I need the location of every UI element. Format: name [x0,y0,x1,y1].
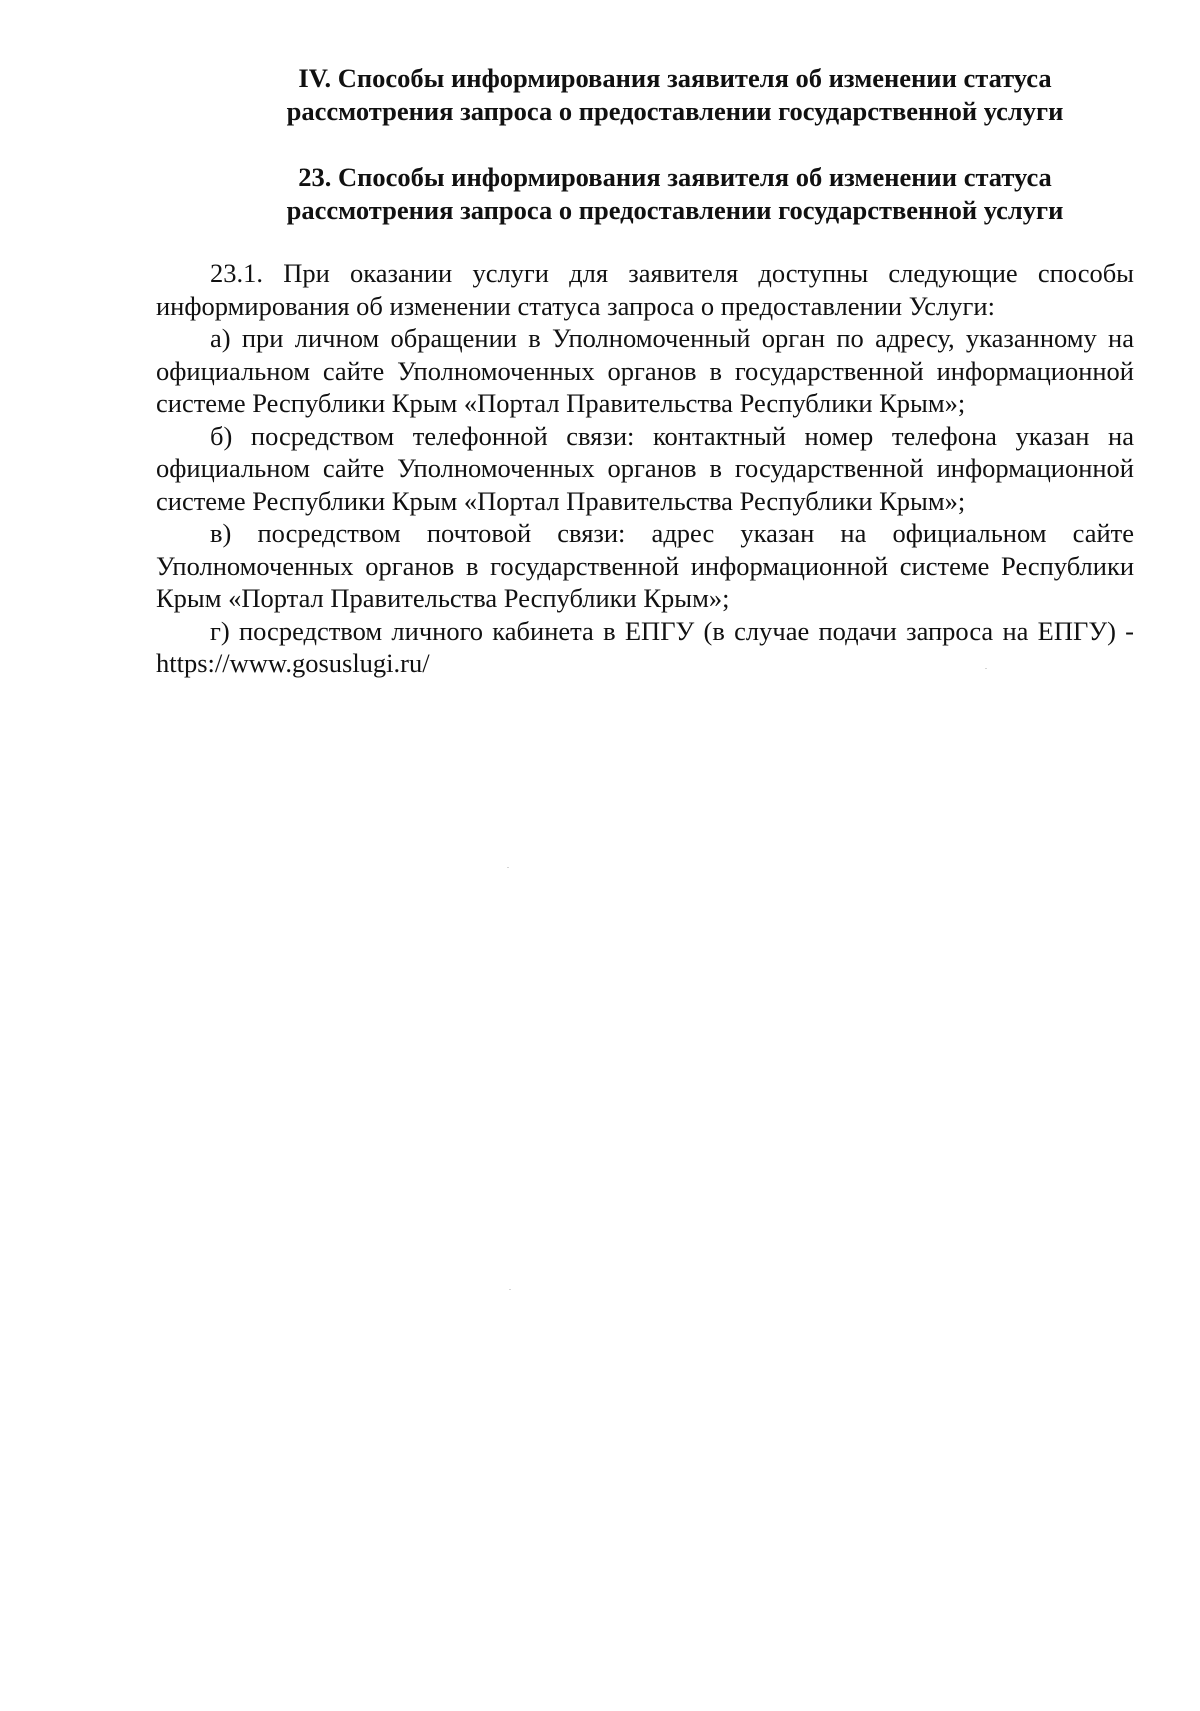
scan-artifact [509,1289,511,1290]
section-heading [156,62,1134,128]
section-heading-line-2: рассмотрения запроса о предоставлении государственной услуги [286,96,1064,126]
paragraph-item-a: а) при личном обращении в Уполномоченный орган по адресу, указанному на официальном сайте Уполномоченных органов в государственной информационной системе Республики Крым «Портал Правительства Республики Крым»; [156,323,1134,418]
subsection-heading [156,161,1134,227]
paragraph-item-v: в) посредством почтовой связи: адрес указан на официальном сайте Уполномоченных органов в государственной информационной системе Республики Крым «Портал Правительства Республики Крым»; [156,518,1134,613]
document-content [156,62,1134,680]
subsection-heading-line-2: рассмотрения запроса о предоставлении государственной услуги [286,195,1064,225]
paragraph-item-g: г) посредством личного кабинета в ЕПГУ (в случае подачи запроса на ЕПГУ) - https://www.gosuslugi.ru/ [156,615,1134,678]
section-heading-line-1: IV. Способы информирования заявителя об изменении статуса [298,63,1052,93]
scan-artifact [507,867,509,868]
paragraph-item-b: б) посредством телефонной связи: контактный номер телефона указан на официальном сайте Уполномоченных органов в государственной информационной системе Республики Крым «Портал Правительства Республики Крым»; [156,420,1134,516]
scan-artifact [985,668,987,669]
paragraph-23-1: 23.1. При оказании услуги для заявителя доступны следующие способы информирования об изменении статуса запроса о предоставлении Услуги: [156,258,1134,321]
subsection-heading-line-1: 23. Способы информирования заявителя об изменении статуса [298,162,1052,192]
